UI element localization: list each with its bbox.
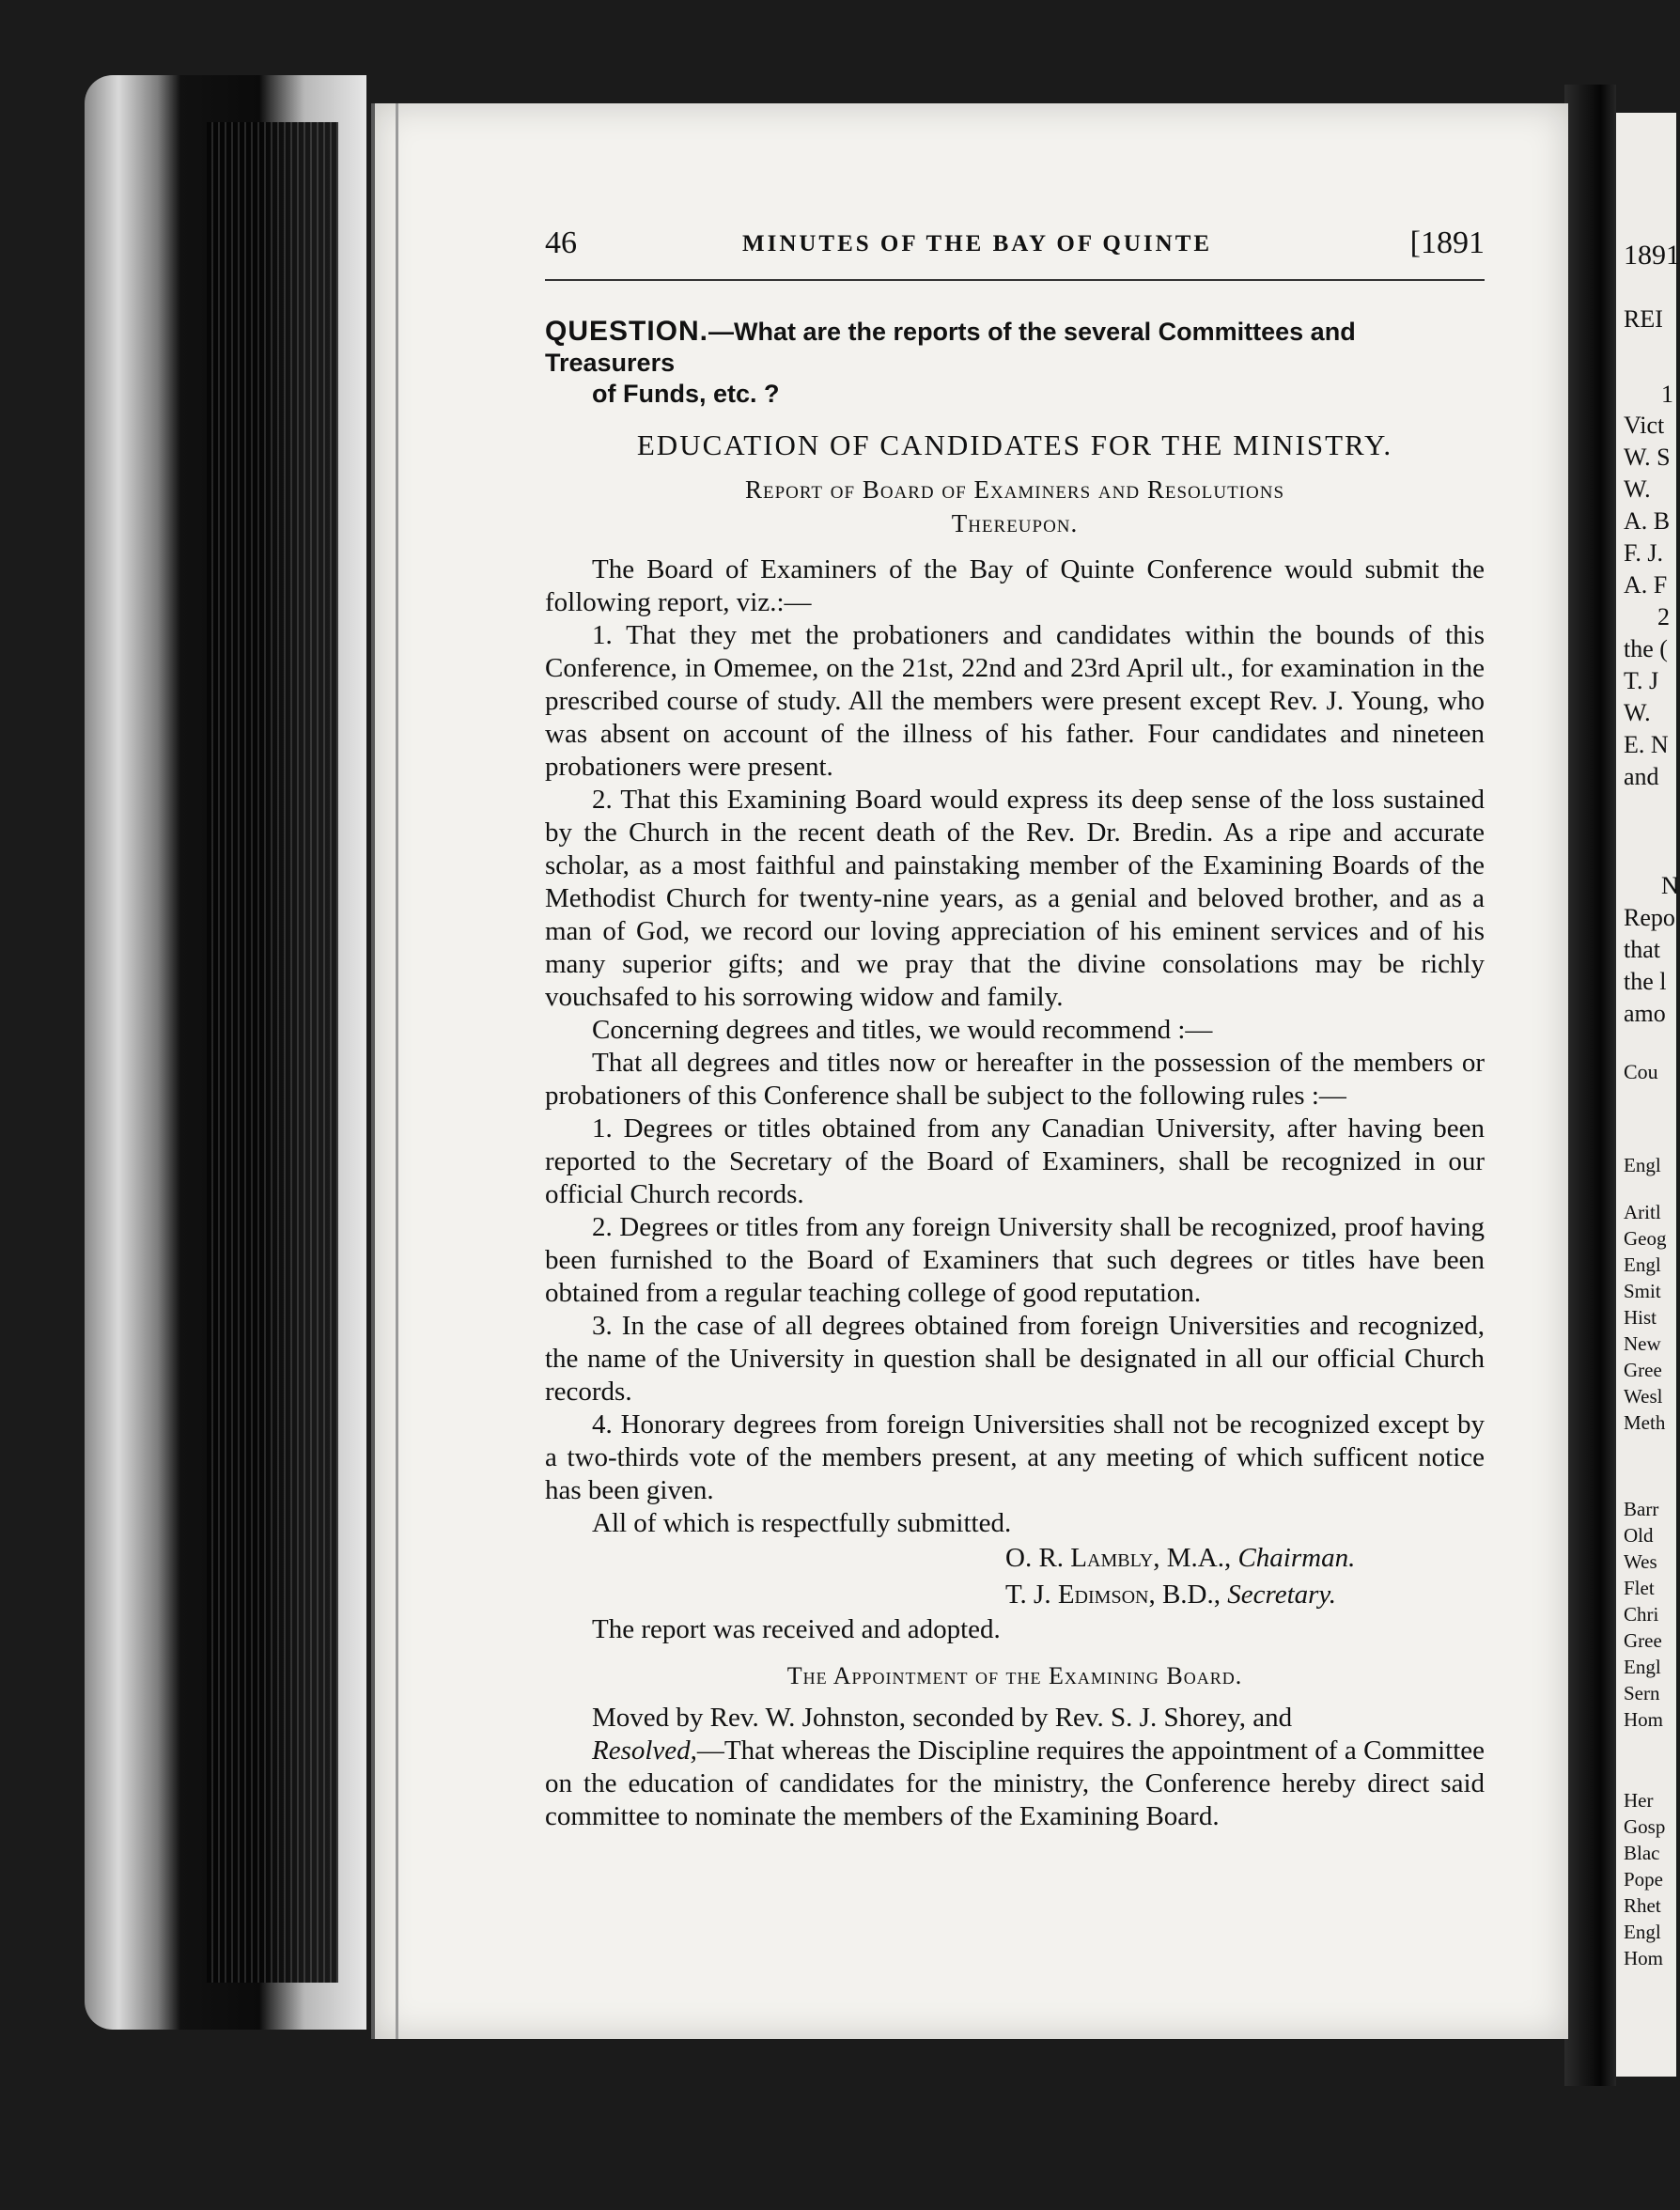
facing-fragment: Hist xyxy=(1624,1306,1657,1329)
facing-fragment: Blac xyxy=(1624,1842,1660,1864)
facing-fragment: 1891 xyxy=(1624,240,1680,271)
facing-fragment: Wesl xyxy=(1624,1385,1663,1408)
resolved-label: Resolved, xyxy=(592,1735,697,1766)
facing-fragment: 2 xyxy=(1657,603,1670,630)
facing-fragment: Old xyxy=(1624,1524,1654,1547)
adopted-line: The report was received and adopted. xyxy=(592,1614,1001,1644)
facing-fragment: that xyxy=(1624,936,1660,963)
report-subtitle-line2: Thereupon. xyxy=(951,509,1079,537)
facing-fragment: Meth xyxy=(1624,1411,1666,1434)
running-title: MINUTES OF THE BAY OF QUINTE xyxy=(742,231,1213,257)
facing-fragment: Repo xyxy=(1624,904,1675,931)
page-body xyxy=(545,316,1485,1833)
facing-fragment: Engl xyxy=(1624,1656,1661,1678)
facing-fragment: T. J xyxy=(1624,667,1659,694)
facing-fragment: Gree xyxy=(1624,1359,1662,1381)
facing-fragment: amo xyxy=(1624,1000,1666,1027)
facing-fragment: Chri xyxy=(1624,1603,1659,1626)
facing-fragment: Hom xyxy=(1624,1947,1663,1969)
signature-block xyxy=(545,1540,1485,1613)
facing-fragment: New xyxy=(1624,1332,1661,1355)
facing-fragment: Sern xyxy=(1624,1682,1660,1704)
moved-line: Moved by Rev. W. Johnston, seconded by Rev. S. J. Shorey, and xyxy=(592,1703,1293,1733)
facing-fragment: 1 xyxy=(1661,381,1673,408)
page-header xyxy=(545,226,1485,272)
facing-fragment: Hom xyxy=(1624,1708,1663,1731)
facing-fragment: A. B xyxy=(1624,507,1671,535)
signature-role: Chairman. xyxy=(1237,1543,1356,1573)
facing-fragment: the l xyxy=(1624,968,1667,995)
header-rule xyxy=(545,279,1485,281)
signature-name: T. J. Edimson, B.D., xyxy=(1005,1580,1221,1610)
resolved-text: —That whereas the Discipline requires the appointment of a Committee on the education of candidates for the ministry, the Conference hereby direct said committee to nominate the members of the Examining Board. xyxy=(545,1735,1485,1831)
degrees-rules-intro: That all degrees and titles now or hereafter in the possession of the members or probationers of this Conference shall be subject to the following rules :— xyxy=(545,1048,1485,1111)
book-gutter xyxy=(1564,85,1616,2086)
degrees-rule-4: 4. Honorary degrees from foreign Universities shall not be recognized except by a two-thirds vote of the members present, at any meeting of which sufficent notice has been given. xyxy=(545,1409,1485,1505)
facing-fragment: Flet xyxy=(1624,1577,1655,1599)
degrees-rule-2: 2. Degrees or titles from any foreign University shall be recognized, proof having been furnished to the Board of Examiners that such degrees or titles have been obtained from a regular teaching college of good reputation. xyxy=(545,1212,1485,1308)
page-number: 46 xyxy=(545,226,577,260)
facing-fragment: Engl xyxy=(1624,1154,1661,1176)
header-year: [1891 xyxy=(1409,226,1485,260)
facing-fragment: Gosp xyxy=(1624,1815,1666,1838)
section-title: EDUCATION OF CANDIDATES FOR THE MINISTRY. xyxy=(636,428,1393,461)
facing-fragment: REI xyxy=(1624,305,1663,333)
degrees-rule-1: 1. Degrees or titles obtained from any Canadian University, after having been reported to the Secretary of the Board of Examiners, shall be recognized in our official Church records. xyxy=(545,1113,1485,1209)
submitted-line: All of which is respectfully submitted. xyxy=(592,1508,1012,1538)
facing-fragment: F. J. xyxy=(1624,539,1663,567)
degrees-intro: Concerning degrees and titles, we would recommend :— xyxy=(592,1015,1213,1045)
question-heading xyxy=(545,316,1485,410)
facing-fragment: Aritl xyxy=(1624,1201,1661,1223)
report-item-2: 2. That this Examining Board would express its deep sense of the loss sustained by the Church in the recent death of the Rev. Dr. Bredin. As a ripe and accurate scholar, as a most faithful and painstaking member of the Examining Boards of the Methodist Church for twenty-nine years, as a genial and beloved brother, and as a man of God, we record our loving appreciation of his eminent services and of his many superior gifts; and we pray that the divine consolations may be richly vouchsafed to his sorrowing widow and family. xyxy=(545,785,1485,1012)
appointment-title: The Appointment of the Examining Board. xyxy=(786,1662,1243,1689)
question-text: —What are the reports of the several Committees and Treasurers xyxy=(545,318,1356,377)
facing-fragment: Barr xyxy=(1624,1498,1659,1520)
degrees-rule-3: 3. In the case of all degrees obtained from foreign Universities and recognized, the name of the University in question shall be designated in all our official Church records. xyxy=(545,1311,1485,1407)
report-subtitle-line1: Report of Board of Examiners and Resolutions xyxy=(744,475,1285,504)
facing-fragment: and xyxy=(1624,763,1659,790)
facing-fragment: E. N xyxy=(1624,731,1669,758)
facing-fragment: N xyxy=(1661,872,1679,899)
signature-secretary xyxy=(1005,1577,1485,1613)
facing-fragment: the ( xyxy=(1624,635,1668,662)
facing-fragment: Gree xyxy=(1624,1629,1662,1652)
report-intro: The Board of Examiners of the Bay of Quinte Conference would submit the following report, viz.:— xyxy=(545,554,1485,617)
resolved-paragraph xyxy=(545,1735,1485,1833)
facing-fragment: Pope xyxy=(1624,1868,1663,1891)
facing-page-fragment xyxy=(1616,113,1680,2077)
facing-fragment: Geog xyxy=(1624,1227,1667,1250)
facing-fragment: W. xyxy=(1624,475,1651,503)
facing-fragment: Her xyxy=(1624,1789,1654,1812)
facing-fragment: W. S xyxy=(1624,444,1671,471)
facing-fragment: W. xyxy=(1624,699,1651,726)
signature-name: O. R. Lambly, M.A., xyxy=(1005,1543,1232,1573)
report-item-1: 1. That they met the probationers and candidates within the bounds of this Conference, in Omemee, on the 21st, 22nd and 23rd April ult., for examination in the prescribed course of study. All the members were present except Rev. J. Young, who was absent on account of the illness of his father. Four candidates and nineteen probationers were present. xyxy=(545,620,1485,782)
question-continuation: of Funds, etc. ? xyxy=(592,380,780,408)
facing-fragment: A. F xyxy=(1624,571,1668,599)
signature-role: Secretary. xyxy=(1227,1580,1336,1610)
facing-fragment: Smit xyxy=(1624,1280,1661,1302)
signature-chairman xyxy=(1005,1540,1485,1577)
facing-fragment: Engl xyxy=(1624,1253,1661,1276)
book-spine xyxy=(207,122,338,1983)
facing-fragment: Engl xyxy=(1624,1921,1661,1943)
facing-fragment: Cou xyxy=(1624,1060,1658,1083)
facing-fragment: Rhet xyxy=(1624,1894,1661,1917)
facing-fragment: Wes xyxy=(1624,1550,1657,1573)
facing-fragment: Vict xyxy=(1624,412,1665,439)
question-label: QUESTION. xyxy=(545,316,709,347)
